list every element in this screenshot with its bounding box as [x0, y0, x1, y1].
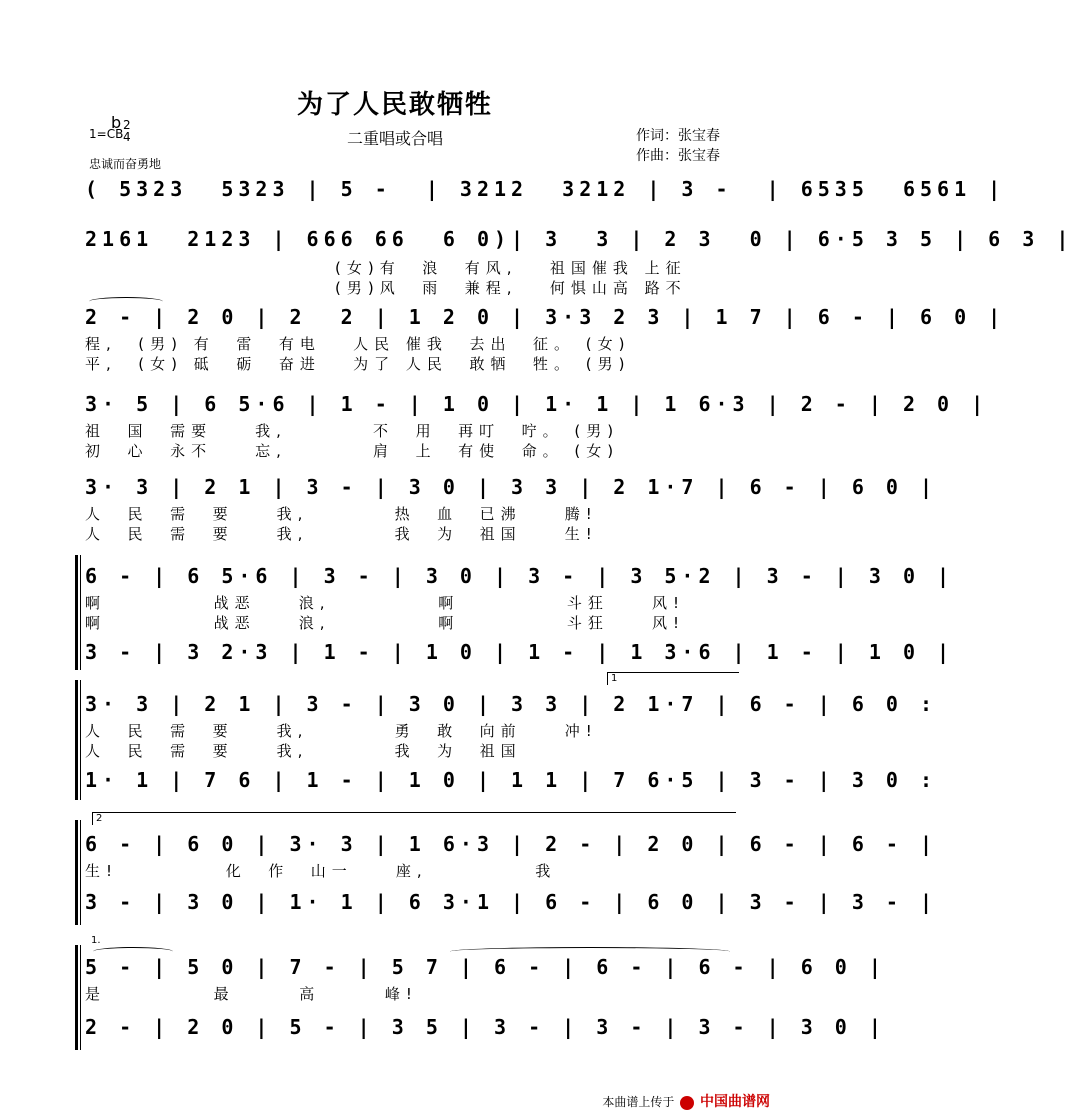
footer-text: 本曲谱上传于: [602, 1095, 675, 1109]
system-brace-line: [80, 680, 81, 800]
notes-line: 5 - | 5 0 | 7 - | 5 7 | 6 - | 6 - | 6 - | 6 0 |: [85, 955, 886, 979]
time-signature: [123, 119, 131, 143]
time-bottom: 4: [123, 130, 131, 144]
lyricist: 作词：张宝春: [636, 128, 720, 144]
lyric-line-2: 平, (女) 砥 砺 奋进 为了 人民 敢牺 牲。 (男): [85, 355, 631, 373]
notes-line: 3· 3 | 2 1 | 3 - | 3 0 | 3 3 | 2 1·7 | 6 - | 6 0 :: [85, 692, 938, 716]
lyric-line-2: 啊 战恶 浪, 啊 斗狂 风!: [85, 614, 685, 632]
system-brace: [75, 680, 78, 800]
notes-line: 3· 3 | 2 1 | 3 - | 3 0 | 3 3 | 2 1·7 | 6 - | 6 0 |: [85, 475, 938, 499]
notes-line: 2161 2123 | 666 66 6 0)| 3 3 | 2 3 0 | 6·5 3 5 | 6 3 |: [85, 227, 1073, 251]
lyric-line-1: (女)有 浪 有风, 祖国催我 上征: [335, 259, 687, 277]
volta-second: 2: [92, 812, 736, 825]
system-brace: [75, 820, 78, 925]
lyric-line-1: 程, (男) 有 雷 有电 人民 催我 去出 征。 (女): [85, 335, 631, 353]
lower-voice-line: 1· 1 | 7 6 | 1 - | 1 0 | 1 1 | 7 6·5 | 3 - | 3 0 :: [85, 768, 938, 792]
lyric-line-2: 人 民 需 要 我, 我 为 祖国: [85, 742, 522, 760]
composer: 作曲：张宝春: [636, 148, 720, 164]
notes-line: 6 - | 6 5·6 | 3 - | 3 0 | 3 - | 3 5·2 | 3 - | 3 0 |: [85, 564, 955, 588]
volta-third: 1.: [91, 935, 101, 946]
flat-sign: b: [111, 113, 122, 132]
credits: [636, 126, 720, 166]
key-signature: [89, 113, 131, 144]
lyric-line-2: 人 民 需 要 我, 我 为 祖国 生!: [85, 525, 598, 543]
system-brace-line: [80, 945, 81, 1050]
system-brace: [75, 945, 78, 1050]
volta-first: 1: [607, 672, 739, 685]
lyric-line-1: 是 最 高 峰!: [85, 985, 418, 1003]
tempo-marking: 忠诚而奋勇地: [89, 157, 162, 171]
system-brace-line: [80, 555, 81, 670]
lyric-line-1: 啊 战恶 浪, 啊 斗狂 风!: [85, 594, 685, 612]
lower-voice-line: 2 - | 2 0 | 5 - | 3 5 | 3 - | 3 - | 3 - | 3 0 |: [85, 1015, 886, 1039]
system-brace-line: [80, 820, 81, 925]
site-name: 中国曲谱网: [700, 1094, 770, 1110]
notes-line: 6 - | 6 0 | 3· 3 | 1 6·3 | 2 - | 2 0 | 6 - | 6 - |: [85, 832, 938, 856]
song-subtitle: 二重唱或合唱: [346, 129, 443, 148]
lyric-line-2: (男)风 雨 兼程, 何惧山高 路不: [335, 279, 687, 297]
key-label-b: B: [115, 127, 124, 141]
notes-line: 2 - | 2 0 | 2 2 | 1 2 0 | 3·3 2 3 | 1 7 | 6 - | 6 0 |: [85, 305, 1006, 329]
lower-voice-line: 3 - | 3 0 | 1· 1 | 6 3·1 | 6 - | 6 0 | 3 - | 3 - |: [85, 890, 938, 914]
lyric-line-1: 人 民 需 要 我, 勇 敢 向前 冲!: [85, 722, 598, 740]
key-label: 1=C: [89, 127, 116, 141]
song-title: 为了人民敢牺牲: [296, 90, 493, 120]
time-top: 2: [123, 118, 131, 132]
lyric-line-1: 人 民 需 要 我, 热 血 已沸 腾!: [85, 505, 598, 523]
lyric-line-1: 生! 化 作 山一 座, 我: [85, 862, 557, 880]
notes-line: 3· 5 | 6 5·6 | 1 - | 1 0 | 1· 1 | 1 6·3 | 2 - | 2 0 |: [85, 392, 989, 416]
footer-watermark: [602, 1091, 770, 1111]
system-brace: [75, 555, 78, 670]
lyric-line-2: 初 心 永不 忘, 肩 上 有使 命。 (女): [85, 442, 620, 460]
site-logo-icon: [680, 1096, 694, 1110]
notes-line: ( 5323 5323 | 5 - | 3212 3212 | 3 - | 6535 6561 |: [85, 177, 1006, 201]
lower-voice-line: 3 - | 3 2·3 | 1 - | 1 0 | 1 - | 1 3·6 | 1 - | 1 0 |: [85, 640, 955, 664]
lyric-line-1: 祖 国 需要 我, 不 用 再叮 咛。 (男): [85, 422, 620, 440]
